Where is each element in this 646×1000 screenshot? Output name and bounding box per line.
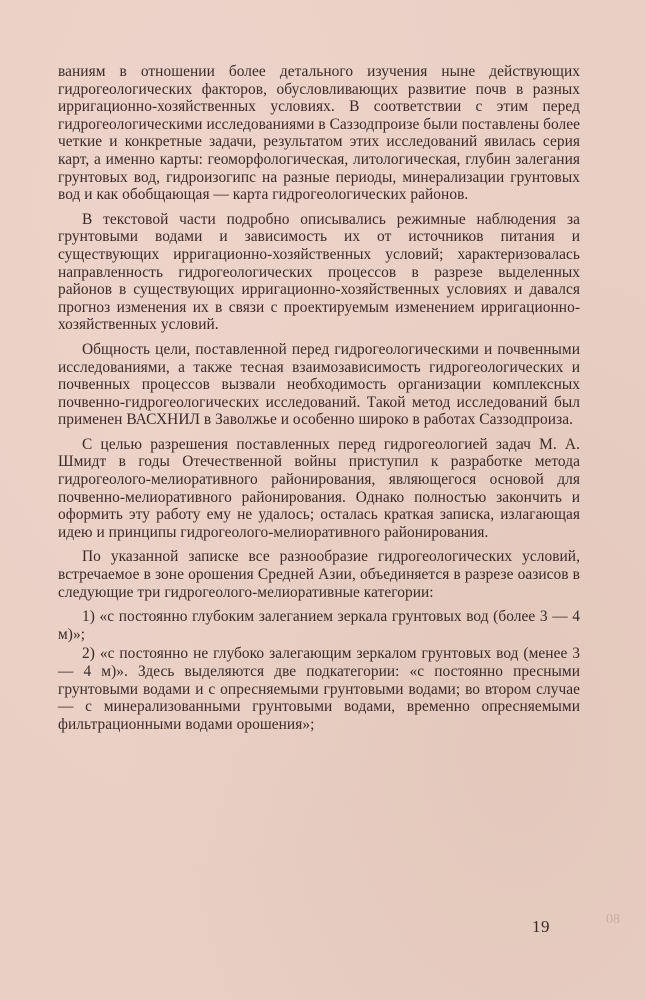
list-item-1: 1) «с постоянно глубоким залеганием зеркала грунтовых вод (более 3 — 4 м)»; xyxy=(58,608,580,643)
paragraph-2: В текстовой части подробно описывались режимные наблюдения за грунтовыми водами и зависимость их от источников питания и существующих ирригационно-хозяйственных условий; характеризовалась направленность гидрогеологических процессов в разрезе выделенных районов в существующих ирригационно-хозяйственных условиях и давался прогноз изменения их в связи с проектируемым изменением ирригационно-хозяйственных условий. xyxy=(58,210,580,334)
text-block xyxy=(58,63,580,733)
list-item-2: 2) «с постоянно не глубоко залегающим зеркалом грунтовых вод (менее 3 — 4 м)». Здесь выделяются две подкатегории: «с постоянно пресными грунтовыми водами и с опресняемыми грунтовыми водами; во втором случае — с минерализованными грунтовыми водами, временно опресняемыми фильтрационными водами орошения»; xyxy=(58,645,580,733)
paragraph-4: С целью разрешения поставленных перед гидрогеологией задач М. А. Шмидт в годы Отечественной войны приступил к разработке метода гидрогеолого-мелиоративного районирования, являющегося основой для почвенно-мелиоративного районирования. Однако полностью закончить и оформить эту работу ему не удалось; осталась краткая записка, излагающая идею и принципы гидрогеолого-мелиоративного районирования. xyxy=(58,435,580,541)
page-number: 19 xyxy=(532,917,550,936)
page-body xyxy=(58,63,580,733)
paragraph-5: По указанной записке все разнообразие гидрогеологических условий, встречаемое в зоне орошения Средней Азии, объединяется в разрезе оазисов в следующие три гидрогеолого-мелиоративные категории: xyxy=(58,548,580,601)
paragraph-3: Общность цели, поставленной перед гидрогеологическими и почвенными исследованиями, а также тесная взаимозависимость гидрогеологических и почвенных процессов вызвали необходимость организации комплексных почвенно-гидрогеологических исследований. Такой метод исследований был применен ВАСХНИЛ в Заволжье и особенно широко в работах Саззодпроиза. xyxy=(58,340,580,429)
paragraph-1: ваниям в отношении более детального изучения ныне действующих гидрогеологических факторов, обусловливающих развитие почв в разных ирригационно-хозяйственных условиях. В соответствии с этим перед гидрогеологическими исследованиями в Саззодпроизе были поставлены более четкие и конкретные задачи, результатом этих исследований явилась серия карт, а именно карты: геоморфологическая, литологическая, глубин залегания грунтовых вод, гидроизогипс на разные периоды, минерализации грунтовых вод и как обобщающая — карта гидрогеологических районов. xyxy=(58,63,580,204)
show-through-mark: 08 xyxy=(606,912,620,927)
